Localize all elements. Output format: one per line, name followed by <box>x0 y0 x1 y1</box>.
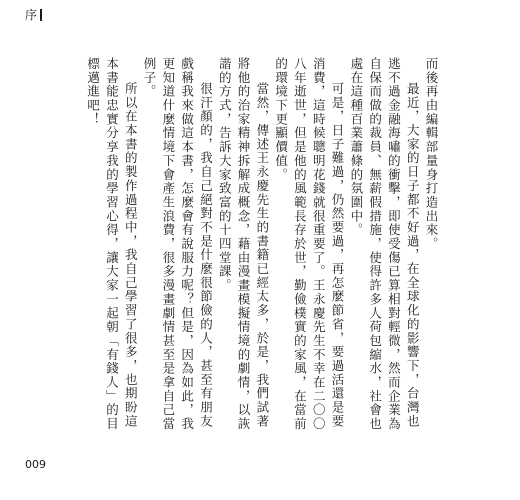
paragraph: 最近，大家的日子都不好過，在全球化的影響下，台灣也逃不過金融海嘯的衝擊，即使受傷已算相對輕微，然而企業為自保而做的裁員、無薪假措施，使得許多人荷包縮水，社會也處在這種百業蕭條的氛圍中。 <box>348 57 421 431</box>
paragraph: 很汗顏的，我自己絕對不是什麼很節儉的人，甚至有朋友戲稱我來做這本書，怎麼會有說服力呢？但是，因為如此，我更知道什麼情境下會產生浪費，很多漫畫劇情甚至是拿自己當例子。 <box>142 57 214 431</box>
paragraph: 所以在本書的製作過程中，我自己學習了很多，也期盼這本書能忠實分享我的學習心得，讓大家一起朝「有錢人」的目標邁進吧！ <box>85 57 139 431</box>
header-title: 序 <box>25 8 38 22</box>
paragraph: 可是，日子難過，仍然要過，再怎麼節省，要過活還是要消費，這時候聰明花錢就很重要了。王永慶先生不幸在二〇〇八年逝世，但是他的風範長存於世，勤儉樸實的家風，在當前的環境下更顯價值。 <box>273 57 346 431</box>
body-text <box>85 57 440 437</box>
paragraph: 當然，傳述王永慶先生的書籍已經太多，於是，我們試著將他的治家精神拆解成概念，藉由漫畫模擬情境的劇情，以詼諧的方式，告訴大家致富的十四堂課。 <box>217 57 270 431</box>
running-header <box>25 6 42 23</box>
header-marker <box>40 9 42 21</box>
page-number: 009 <box>25 458 46 471</box>
paragraph: 而後再由編輯部量身打造出來。 <box>424 57 439 251</box>
